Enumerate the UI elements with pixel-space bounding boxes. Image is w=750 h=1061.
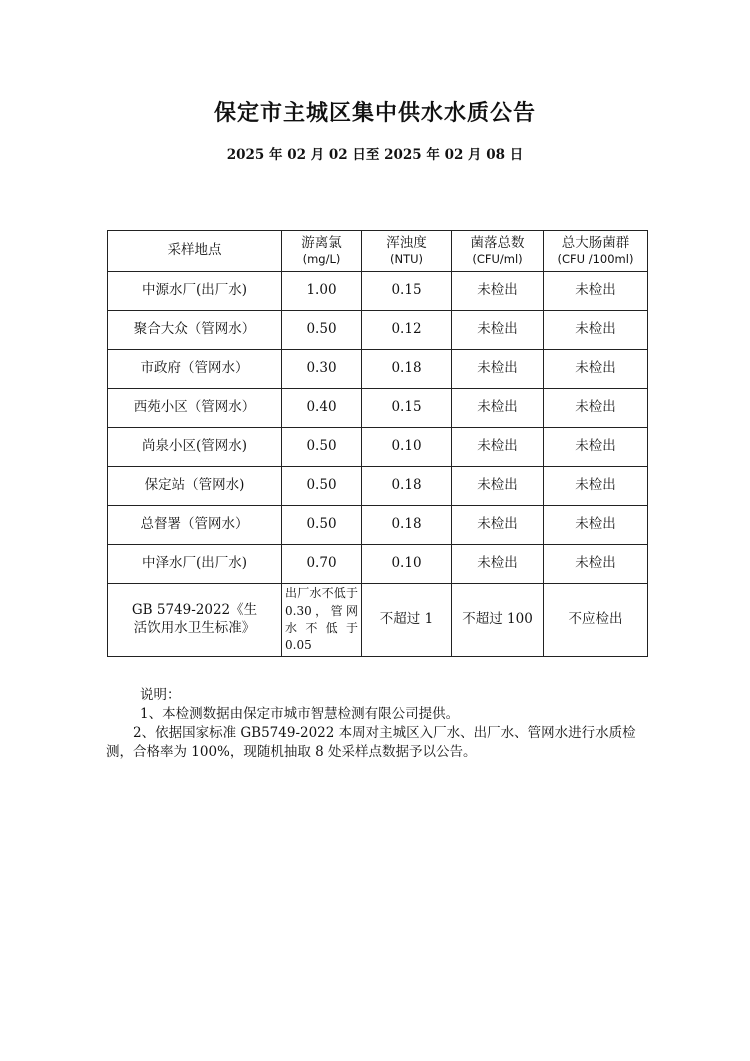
cell-chlorine: 0.50 [282,311,362,350]
cell-colony: 未检出 [452,428,544,467]
table-row [108,389,648,428]
cell-chlorine: 0.50 [282,467,362,506]
cell-turbidity: 0.18 [362,467,452,506]
cell-chlorine: 1.00 [282,272,362,311]
cell-coliform: 未检出 [544,428,648,467]
cell-turbidity: 0.15 [362,272,452,311]
cell-site: 总督署（管网水） [108,506,282,545]
note-item: 2、依据国家标准 GB5749-2022 本周对主城区入厂水、出厂水、管网水进行水质检测，合格率为 100%，现随机抽取 8 处采样点数据予以公告。 [106,725,636,760]
cell-colony: 未检出 [452,545,544,584]
cell-site: 尚泉小区(管网水) [108,428,282,467]
header-coliform: 总大肠菌群 (CFU /100ml) [544,231,648,272]
cell-site: 市政府（管网水） [108,350,282,389]
table-row [108,272,648,311]
cell-colony: 未检出 [452,389,544,428]
table-row [108,350,648,389]
header-site: 采样地点 [108,231,282,272]
cell-colony: 未检出 [452,350,544,389]
cell-colony: 未检出 [452,272,544,311]
cell-turbidity: 0.18 [362,350,452,389]
cell-coliform: 未检出 [544,272,648,311]
cell-turbidity: 0.18 [362,506,452,545]
table-header-row [108,231,648,272]
cell-coliform: 未检出 [544,467,648,506]
water-quality-table [107,230,648,657]
cell-turbidity: 0.12 [362,311,452,350]
header-colony: 菌落总数 (CFU/ml) [452,231,544,272]
cell-turbidity: 0.15 [362,389,452,428]
table-row [108,428,648,467]
cell-turbidity: 0.10 [362,545,452,584]
notes-section [106,686,643,762]
table-row [108,311,648,350]
cell-site: 中源水厂(出厂水) [108,272,282,311]
cell-chlorine: 0.30 [282,350,362,389]
cell-chlorine: 0.70 [282,545,362,584]
standard-colony: 不超过 100 [452,584,544,657]
cell-colony: 未检出 [452,467,544,506]
cell-chlorine: 0.50 [282,506,362,545]
cell-site: 聚合大众（管网水） [108,311,282,350]
cell-coliform: 未检出 [544,389,648,428]
cell-turbidity: 0.10 [362,428,452,467]
standard-row [108,584,648,657]
header-turbidity: 浑浊度 (NTU) [362,231,452,272]
cell-site: 中泽水厂(出厂水) [108,545,282,584]
header-chlorine: 游离氯 (mg/L) [282,231,362,272]
cell-colony: 未检出 [452,311,544,350]
table-row [108,506,648,545]
notes-heading: 说明： [140,687,181,703]
cell-site: 保定站（管网水) [108,467,282,506]
cell-coliform: 未检出 [544,506,648,545]
cell-site: 西苑小区（管网水） [108,389,282,428]
cell-coliform: 未检出 [544,545,648,584]
notice-period: 2025 年 02 月 02 日至 2025 年 02 月 08 日 [226,147,524,163]
standard-name: GB 5749-2022《生活饮用水卫生标准》 [108,584,282,657]
standard-chlorine: 出厂水不低于 0.30，管网水不低于 0.05 [282,584,362,657]
cell-chlorine: 0.40 [282,389,362,428]
table-row [108,545,648,584]
cell-coliform: 未检出 [544,311,648,350]
standard-turbidity: 不超过 1 [362,584,452,657]
note-item: 1、本检测数据由保定市城市智慧检测有限公司提供。 [140,706,460,722]
cell-chlorine: 0.50 [282,428,362,467]
cell-coliform: 未检出 [544,350,648,389]
cell-colony: 未检出 [452,506,544,545]
standard-coliform: 不应检出 [544,584,648,657]
table-row [108,467,648,506]
notice-title: 保定市主城区集中供水水质公告 [213,100,536,126]
